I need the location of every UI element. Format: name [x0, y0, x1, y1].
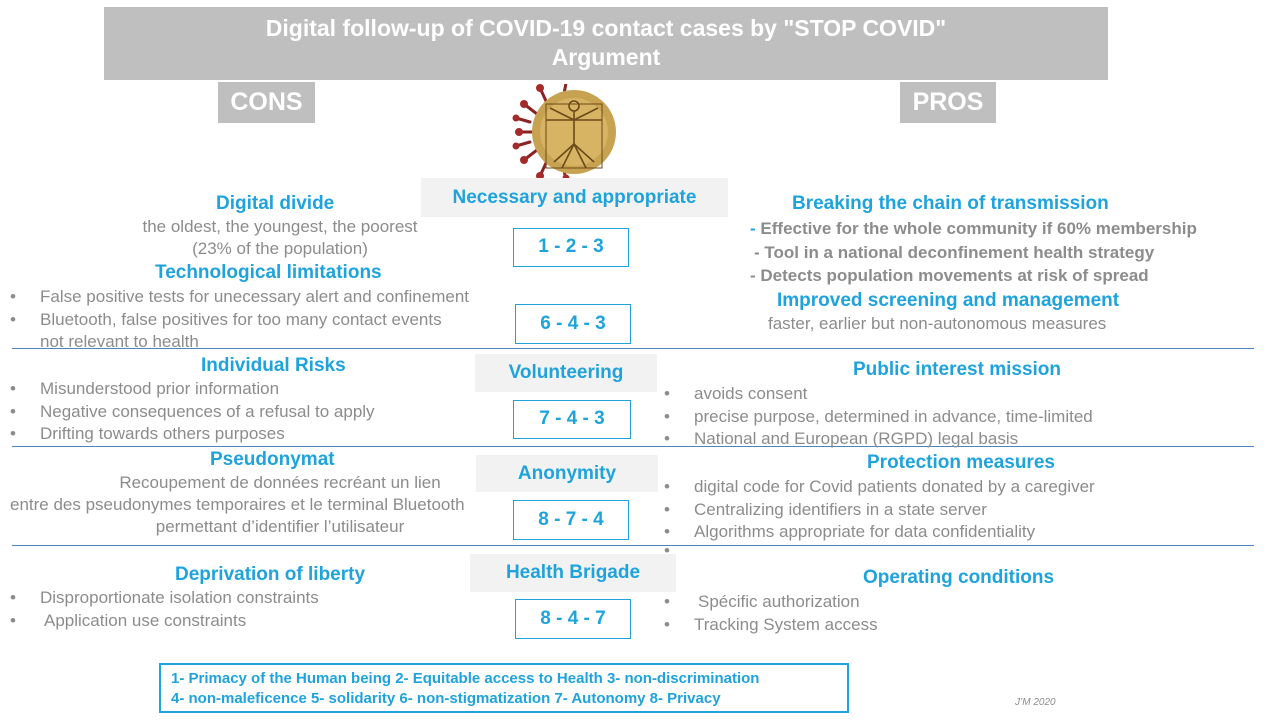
cons-digital-divide-line1: the oldest, the youngest, the poorest: [142, 217, 418, 236]
list-item: • Centralizing identifiers in a state server: [664, 499, 1095, 522]
pros-operating-heading: Operating conditions: [863, 567, 1055, 588]
title-line-2: Argument: [551, 44, 661, 70]
code-volunteering: 7 - 4 - 3: [513, 400, 631, 439]
pros-public-interest-list: [664, 383, 1093, 451]
cons-digital-divide-line2: (23% of the population): [192, 239, 368, 258]
code-anonymity: 8 - 7 - 4: [513, 500, 629, 540]
list-item: • Algorithms appropriate for data confidentiality: [664, 521, 1095, 544]
pros-operating-list: [664, 591, 878, 636]
list-item: • Application use constraints: [10, 610, 319, 633]
pros-label: PROS: [900, 82, 996, 123]
tag-necessary-appropriate: Necessary and appropriate: [421, 178, 728, 217]
pros-public-interest-heading: Public interest mission: [853, 359, 1061, 380]
legend-line-2: 4- non-maleficence 5- solidarity 6- non-stigmatization 7- Autonomy 8- Privacy: [171, 690, 721, 707]
title-banner: [104, 7, 1108, 80]
cons-label: CONS: [218, 82, 315, 123]
pros-breaking-item-2: - Tool in a national deconfinement health strategy: [754, 243, 1155, 262]
list-item: • Disproportionate isolation constraints: [10, 587, 319, 610]
cons-pseudonymat-heading: Pseudonymat: [210, 449, 335, 470]
tag-health-brigade: Health Brigade: [470, 554, 676, 592]
list-item: • Negative consequences of a refusal to apply: [10, 401, 375, 424]
cons-deprivation-list: [10, 587, 319, 632]
list-item: • avoids consent: [664, 383, 1093, 406]
code-health-brigade: 8 - 4 - 7: [515, 599, 631, 639]
signature: J’M 2020: [1015, 697, 1056, 708]
list-item: • Drifting towards others purposes: [10, 423, 375, 446]
pros-breaking-item-1: - Effective for the whole community if 60% membership: [750, 219, 1197, 238]
cons-pseudonymat-line1: Recoupement de données recréant un lien: [119, 473, 441, 492]
code-necessary-appropriate: 1 - 2 - 3: [513, 228, 629, 267]
principles-legend: [159, 663, 849, 713]
title-line-1: Digital follow-up of COVID-19 contact cases by "STOP COVID": [265, 15, 947, 41]
tag-anonymity: Anonymity: [476, 455, 658, 492]
divider-3: [12, 545, 1254, 546]
cons-pseudonymat-line3: permettant d’identifier l’utilisateur: [155, 517, 405, 536]
cons-tech-limits-continuation: not relevant to health: [40, 332, 199, 351]
list-item: • precise purpose, determined in advance, time-limited: [664, 406, 1093, 429]
list-item: • False positive tests for unecessary alert and confinement: [10, 286, 469, 309]
pros-breaking-item-3: - Detects population movements at risk of spread: [750, 266, 1149, 285]
covid-vitruvian-image: [512, 84, 624, 180]
list-item: • Misunderstood prior information: [10, 378, 375, 401]
pros-screening-line: faster, earlier but non-autonomous measures: [768, 314, 1107, 333]
list-item: • Spécific authorization: [664, 591, 878, 614]
legend-line-1: 1- Primacy of the Human being 2- Equitable access to Health 3- non-discrimination: [171, 670, 760, 687]
code-technological: 6 - 4 - 3: [515, 304, 631, 344]
cons-digital-divide-heading: Digital divide: [216, 193, 335, 214]
cons-tech-limits-list: [10, 286, 469, 331]
tag-volunteering: Volunteering: [475, 354, 657, 392]
cons-pseudonymat-line2: entre des pseudonymes temporaires et le terminal Bluetooth: [10, 495, 465, 514]
pros-screening-heading: Improved screening and management: [777, 290, 1120, 311]
pros-protection-list: [664, 476, 1095, 544]
pros-breaking-heading: Breaking the chain of transmission: [792, 193, 1109, 214]
list-item: • Tracking System access: [664, 614, 878, 637]
cons-tech-limits-heading: Technological limitations: [155, 262, 382, 283]
cons-deprivation-heading: Deprivation of liberty: [175, 564, 366, 585]
list-item: • Bluetooth, false positives for too many contact events: [10, 309, 469, 332]
list-item: • National and European (RGPD) legal basis: [664, 428, 1093, 451]
list-item: • digital code for Covid patients donated by a caregiver: [664, 476, 1095, 499]
cons-individual-risks-heading: Individual Risks: [201, 355, 346, 376]
cons-individual-risks-list: [10, 378, 375, 446]
pros-protection-heading: Protection measures: [867, 452, 1055, 473]
